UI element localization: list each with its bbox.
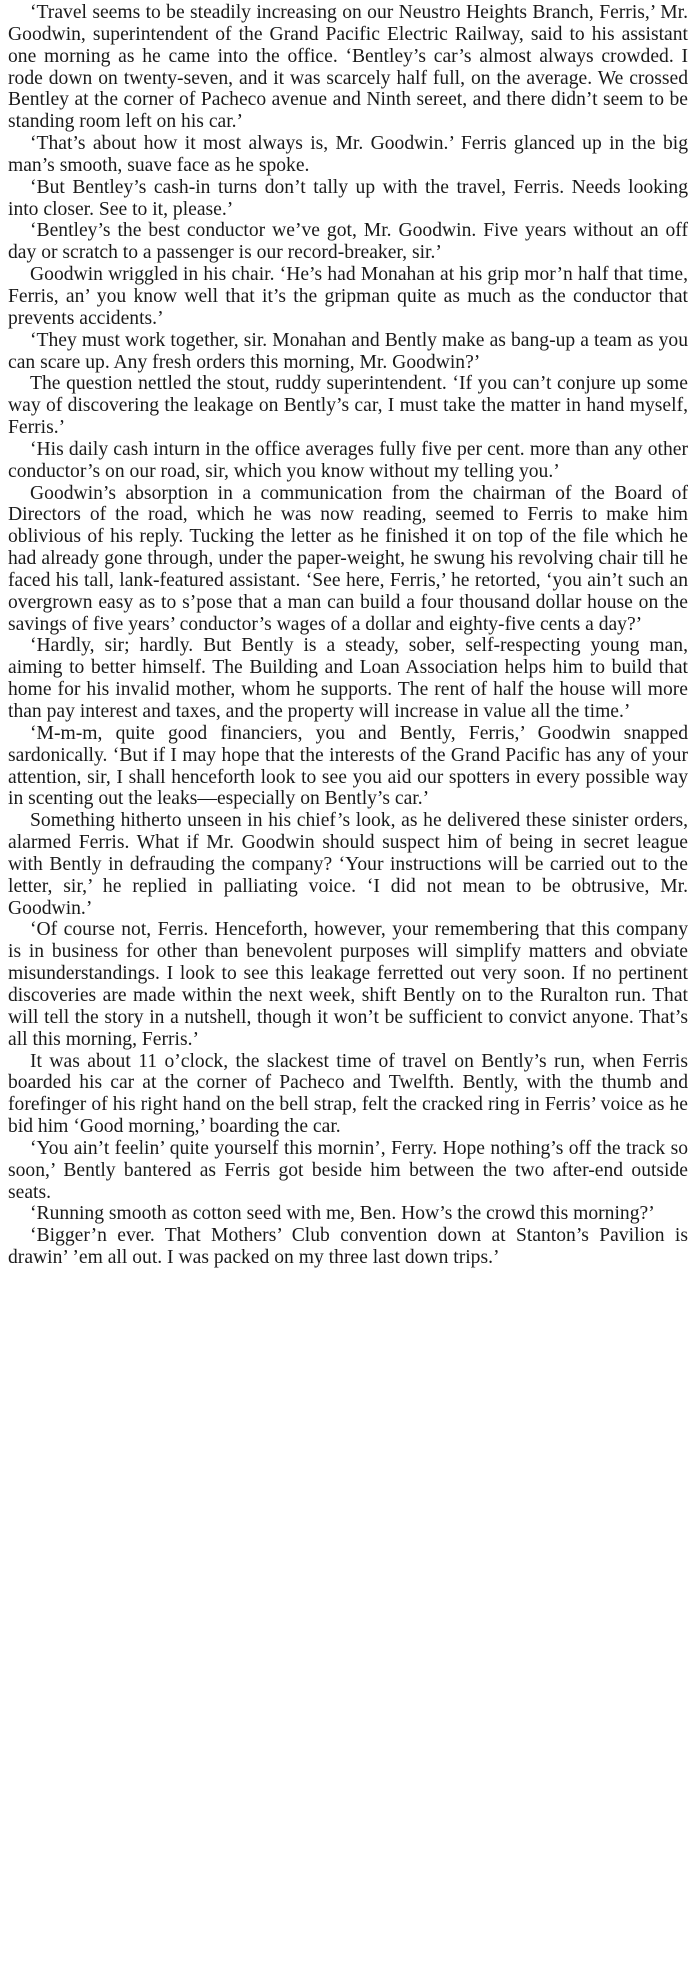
paragraph: Something hitherto unseen in his chief’s look, as he delivered these sinister orders, alarmed Ferris. What if Mr. Goodwin should suspect him of being in secret league with Bently in defrauding the company? ‘Your instructions will be carried out to the letter, sir,’ he replied in palliating voice. ‘I did not mean to be obtrusive, Mr. Goodwin.’ — [8, 810, 688, 919]
paragraph: ‘They must work together, sir. Monahan and Bently make as bang-up a team as you can scare up. Any fresh orders this morning, Mr. Goodwin?’ — [8, 329, 688, 373]
paragraph: ‘Bentley’s the best conductor we’ve got, Mr. Goodwin. Five years without an off day or scratch to a passenger is our record-breaker, sir.’ — [8, 220, 688, 264]
paragraph: ‘M-m-m, quite good financiers, you and Bently, Ferris,’ Goodwin snapped sardonically. ‘But if I may hope that the interests of the Grand Pacific has any of your attention, sir, I shall henceforth look to see you aid our spotters in every possible way in scenting out the leaks—especially on Bently’s car.’ — [8, 722, 688, 810]
paragraph: ‘Travel seems to be steadily increasing on our Neustro Heights Branch, Ferris,’ Mr. Goodwin, superintendent of the Grand Pacific Electric Railway, said to his assistant one morning as he came into the office. ‘Bentley’s car’s almost always crowded. I rode down on twenty-seven, and it was scarcely half full, on the average. We crossed Bentley at the corner of Pacheco avenue and Ninth sereet, and there didn’t seem to be standing room left on his car.’ — [8, 2, 688, 133]
paragraph: ‘You ain’t feelin’ quite yourself this mornin’, Ferry. Hope nothing’s off the track so soon,’ Bently bantered as Ferris got beside him between the two after-end outside seats. — [8, 1137, 688, 1203]
paragraph: ‘Running smooth as cotton seed with me, Ben. How’s the crowd this morning?’ — [30, 1203, 655, 1225]
paragraph: Goodwin wriggled in his chair. ‘He’s had Monahan at his grip mor’n half that time, Ferris, an’ you know well that it’s the gripman quite as much as the conductor that prevents accidents.’ — [8, 264, 688, 329]
paragraph: Goodwin’s absorption in a communication from the chairman of the Board of Directors of the road, which he was now reading, seemed to Ferris to make him oblivious of his reply. Tucking the letter as he finished it on top of the file which he had already gone through, under the paper-weight, he swung his revolving chair till he faced his tall, lank-featured assistant. ‘See here, Ferris,’ he retorted, ‘you ain’t such an overgrown easy as to s’pose that a man can build a four thousand dollar house on the savings of five years’ conductor’s wages of a dollar and eighty-five cents a day?’ — [8, 482, 688, 635]
paragraph: ‘That’s about how it most always is, Mr. Goodwin.’ Ferris glanced up in the big man’s smooth, suave face as he spoke. — [8, 133, 688, 176]
paragraph: ‘Of course not, Ferris. Henceforth, however, your remembering that this company is in business for other than benevolent purposes will simplify matters and obviate misunderstandings. I look to see this leakage ferretted out very soon. If no pertinent discoveries are made within the next week, shift Bently on to the Ruralton run. That will tell the story in a nutshell, though it won’t be sufficient to convict anyone. That’s all this morning, Ferris.’ — [8, 919, 688, 1050]
paragraph: ‘But Bentley’s cash-in turns don’t tally up with the travel, Ferris. Needs looking into closer. See to it, please.’ — [8, 176, 688, 220]
paragraph: ‘Hardly, sir; hardly. But Bently is a steady, sober, self-respecting young man, aiming to better himself. The Building and Loan Association helps him to build that home for his invalid mother, whom he supports. The rent of half the house will more than pay interest and taxes, and the property will increase in value all the time.’ — [8, 635, 688, 722]
paragraph: ‘His daily cash inturn in the office averages fully five per cent. more than any other conductor’s on our road, sir, which you know without my telling you.’ — [8, 438, 688, 482]
article-column — [8, 2, 688, 1958]
paragraph: ‘Bigger’n ever. That Mothers’ Club convention down at Stanton’s Pavilion is drawin’ ’em all out. I was packed on my three last down trips.’ — [8, 1225, 688, 1269]
paragraph: It was about 11 o’clock, the slackest time of travel on Bently’s run, when Ferris boarded his car at the corner of Pacheco and Twelfth. Bently, with the thumb and forefinger of his right hand on the bell strap, felt the cracked ring in Ferris’ voice as he bid him ‘Good morning,’ boarding the car. — [8, 1050, 688, 1138]
paragraph: The question nettled the stout, ruddy superintendent. ‘If you can’t conjure up some way of discovering the leakage on Bently’s car, I must take the matter in hand myself, Ferris.’ — [8, 373, 688, 439]
